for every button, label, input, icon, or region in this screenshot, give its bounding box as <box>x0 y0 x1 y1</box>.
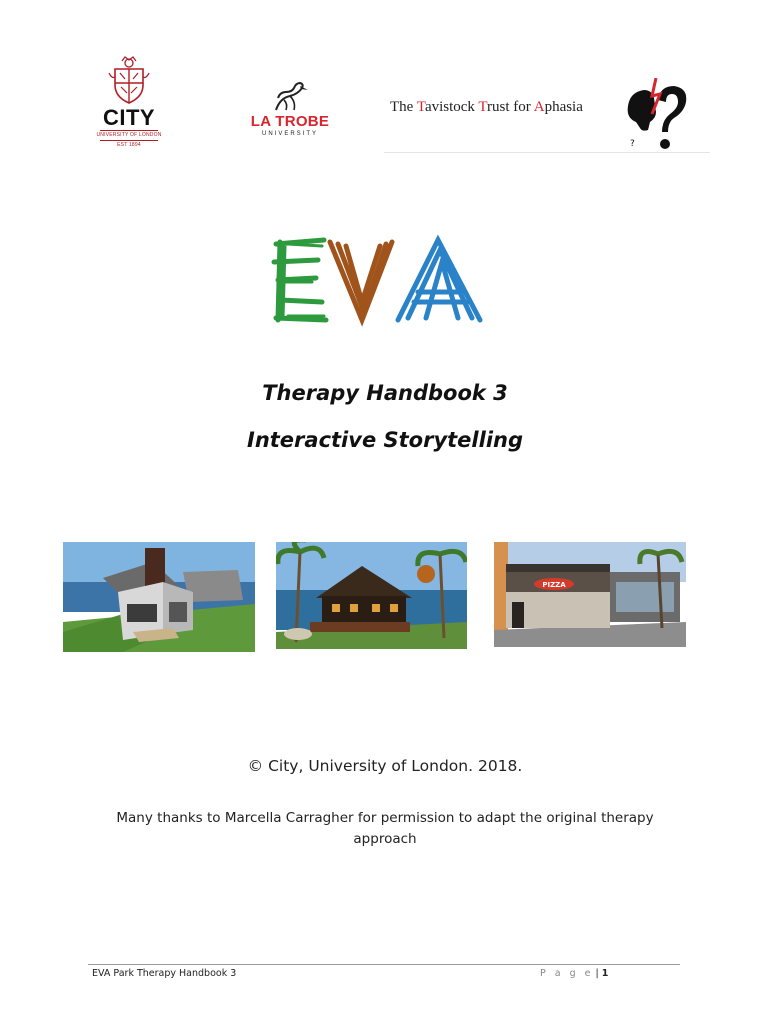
page-number: 1 <box>601 968 609 979</box>
tavistock-text-initial: T <box>416 99 425 115</box>
virtual-house-image <box>63 542 255 652</box>
pizza-shop-image <box>494 542 686 647</box>
svg-text:?: ? <box>630 139 635 149</box>
city-logo-subtitle: UNIVERSITY OF LONDON <box>96 132 162 138</box>
city-university-logo <box>96 55 162 148</box>
tavistock-logo-text <box>390 99 583 116</box>
tavistock-text-initial: T <box>478 99 488 115</box>
eva-logo <box>258 232 498 328</box>
la-trobe-logo <box>240 80 340 150</box>
divider <box>100 140 158 141</box>
head-question-mark-icon <box>622 78 692 152</box>
city-logo-word: CITY <box>102 105 156 130</box>
page-label: P a g e <box>540 968 594 979</box>
tavistock-text-part: The <box>390 99 417 115</box>
acknowledgement-text: Many thanks to Marcella Carragher for permission to adapt the original therapy approach <box>116 810 654 847</box>
la-trobe-logo-word: LA TROBE <box>250 113 330 130</box>
footer-page-indicator <box>540 968 608 979</box>
footer-document-title: EVA Park Therapy Handbook 3 <box>92 968 237 979</box>
tavistock-text-part: avistock <box>424 99 479 115</box>
city-crest-icon <box>107 55 151 105</box>
tavistock-text-part: phasia <box>544 99 583 115</box>
la-trobe-logo-subtitle: UNIVERSITY <box>261 131 318 137</box>
tavistock-text-part: rust for <box>487 99 534 115</box>
divider <box>100 130 158 131</box>
footer-divider <box>88 964 680 965</box>
handbook-title: Therapy Handbook 3 <box>262 381 508 405</box>
pizza-sign: PIZZA <box>542 581 566 589</box>
page-separator: | <box>595 968 599 979</box>
tavistock-trust-logo <box>384 72 710 154</box>
eva-scribble-letters <box>258 232 498 328</box>
divider <box>384 152 710 153</box>
handbook-subtitle: Interactive Storytelling <box>247 428 523 452</box>
tavistock-text-initial: A <box>533 99 545 115</box>
copyright-line: © City, University of London. 2018. <box>247 757 523 775</box>
city-logo-est: EST 1894 <box>117 142 141 148</box>
pelican-icon <box>270 80 310 114</box>
beach-hut-image <box>276 542 467 649</box>
